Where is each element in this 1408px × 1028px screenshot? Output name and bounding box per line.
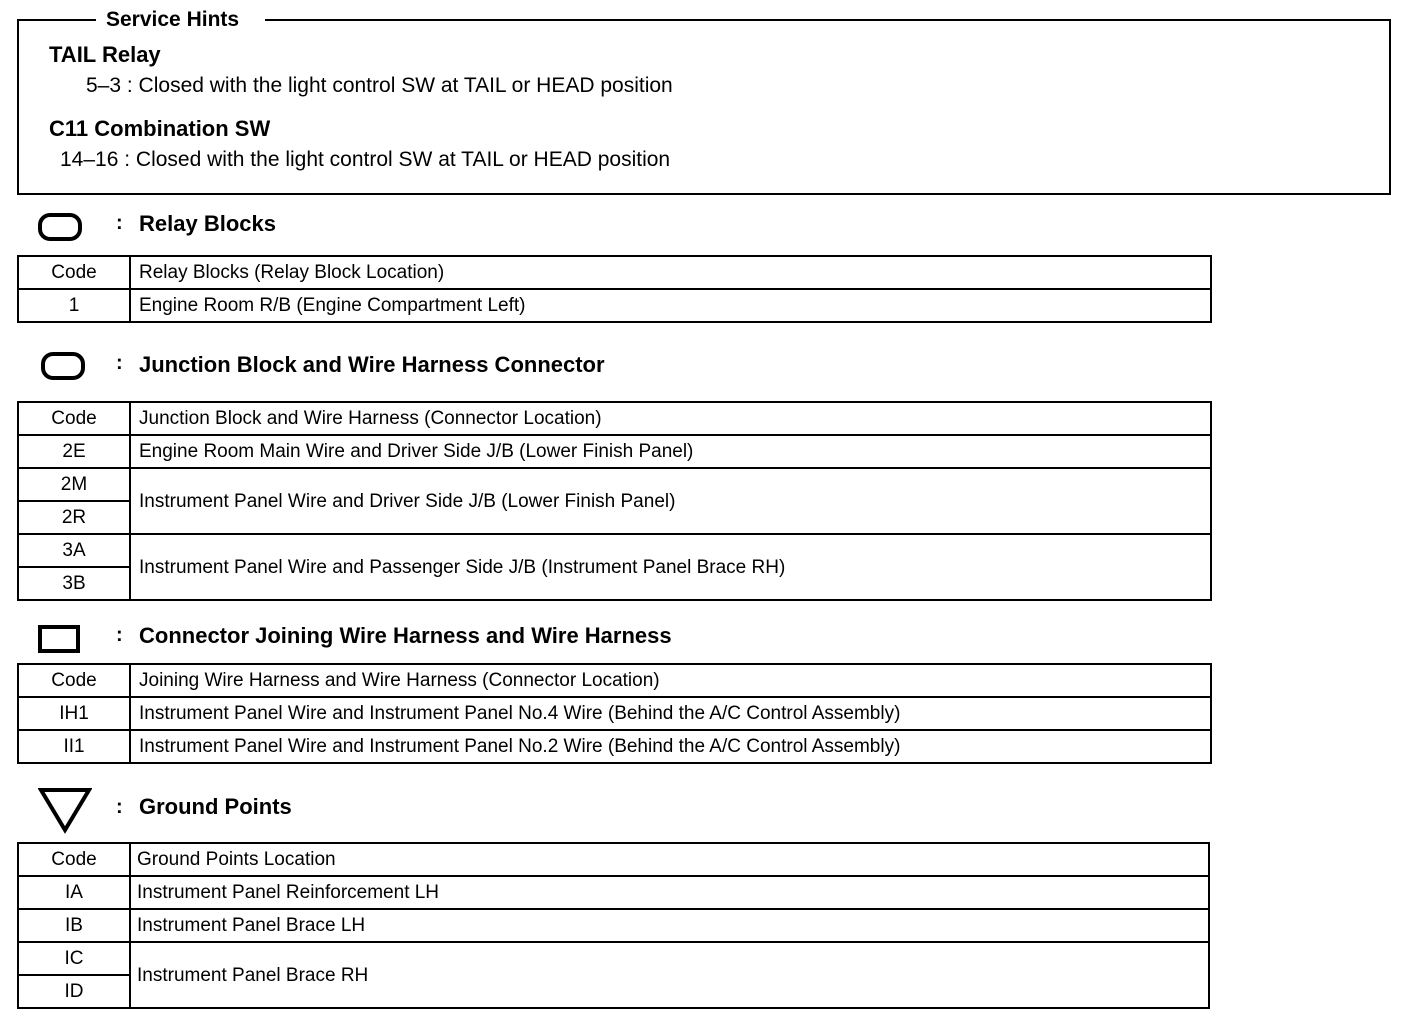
table-row [18,289,1211,322]
hint-pin: 5–3 [86,74,122,97]
table-row [18,730,1211,763]
header-location: Relay Blocks (Relay Block Location) [130,256,1211,289]
row-code: 2R [18,501,130,534]
square-icon [38,625,80,653]
header-code: Code [18,664,130,697]
row-location: Engine Room R/B (Engine Compartment Left) [130,289,1211,322]
hint-pin: 14–16 [60,148,119,171]
section-colon: : [116,796,123,818]
row-code: IC [18,942,130,975]
row-location: Instrument Panel Wire and Driver Side J/B (Lower Finish Panel) [130,468,1211,534]
header-code: Code [18,256,130,289]
hint-title-combination-sw: C11 Combination SW [49,116,271,141]
row-location: Instrument Panel Brace LH [130,909,1209,942]
row-code: 2M [18,468,130,501]
row-code: IA [18,876,130,909]
row-code: 3A [18,534,130,567]
row-location: Engine Room Main Wire and Driver Side J/B (Lower Finish Panel) [130,435,1211,468]
row-location: Instrument Panel Wire and Instrument Panel No.2 Wire (Behind the A/C Control Assembly) [130,730,1211,763]
table-row [18,942,1209,975]
row-code: 3B [18,567,130,600]
row-location: Instrument Panel Reinforcement LH [130,876,1209,909]
section-colon: : [116,352,123,374]
table-row [18,435,1211,468]
hint-line-tail-relay [86,73,673,99]
triangle-down-icon [38,786,92,834]
table-header-row [18,256,1211,289]
row-code: IH1 [18,697,130,730]
junction-block-table [17,401,1212,601]
row-code: IB [18,909,130,942]
table-row [18,876,1209,909]
ground-points-table [17,842,1210,1009]
section-colon: : [116,212,123,234]
table-header-row [18,664,1211,697]
row-code: II1 [18,730,130,763]
header-code: Code [18,843,130,876]
header-code: Code [18,402,130,435]
relay-blocks-table [17,255,1212,323]
row-code: 2E [18,435,130,468]
section-title: Connector Joining Wire Harness and Wire Harness [139,623,672,648]
table-row [18,534,1211,567]
hint-text: : Closed with the light control SW at TAIL or HEAD position [126,74,673,97]
table-header-row [18,402,1211,435]
table-header-row [18,843,1209,876]
rounded-rect-icon [38,213,82,241]
connector-joining-table [17,663,1212,764]
table-row [18,697,1211,730]
service-hints-box [17,8,1391,195]
header-location: Junction Block and Wire Harness (Connector Location) [130,402,1211,435]
rounded-rect-icon [41,352,85,380]
row-code: 1 [18,289,130,322]
section-colon: : [116,624,123,646]
header-location: Ground Points Location [130,843,1209,876]
row-location: Instrument Panel Wire and Instrument Panel No.4 Wire (Behind the A/C Control Assembly) [130,697,1211,730]
section-title: Ground Points [139,794,292,819]
hint-title-tail-relay: TAIL Relay [49,42,161,67]
row-location: Instrument Panel Wire and Passenger Side J/B (Instrument Panel Brace RH) [130,534,1211,600]
row-code: ID [18,975,130,1008]
hint-line-combination-sw [60,147,670,173]
table-row [18,909,1209,942]
table-row [18,468,1211,501]
hint-text: : Closed with the light control SW at TAIL or HEAD position [124,148,671,171]
section-title: Junction Block and Wire Harness Connector [139,352,605,377]
row-location: Instrument Panel Brace RH [130,942,1209,1008]
header-location: Joining Wire Harness and Wire Harness (Connector Location) [130,664,1211,697]
service-hints-legend: Service Hints [96,7,265,33]
section-title: Relay Blocks [139,211,276,236]
